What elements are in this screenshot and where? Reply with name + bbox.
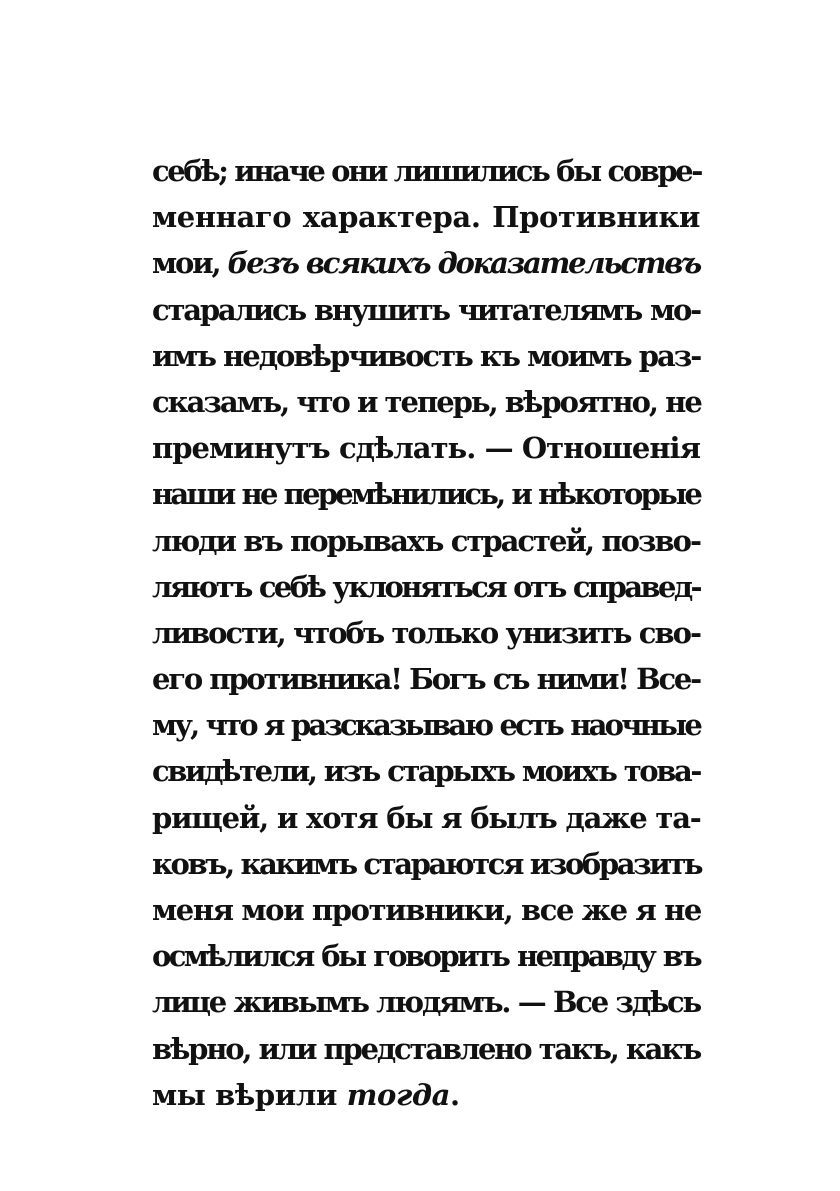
text-segment: лице живымъ людямъ. — Все здѣсь <box>152 985 700 1020</box>
text-line <box>152 979 700 1025</box>
text-line <box>152 656 700 702</box>
text-segment: ливости, чтобъ только унизить сво- <box>152 615 700 650</box>
text-segment: рищей, и хотя бы я былъ даже та- <box>152 800 701 835</box>
italic-text-segment: безъ всякихъ доказательствъ <box>227 246 700 281</box>
text-line <box>152 471 700 517</box>
text-segment: свидѣтели, изъ старыхъ моихъ това- <box>152 754 700 789</box>
text-segment: мы вѣрили <box>152 1077 347 1112</box>
italic-text-segment: тогда <box>346 1077 451 1112</box>
text-line <box>152 148 700 194</box>
text-line <box>152 795 700 841</box>
text-segment: ковъ, какимъ стараются изобразить <box>152 846 702 881</box>
text-segment: сказамъ, что и теперь, вѣроятно, не <box>152 384 701 419</box>
text-line <box>152 841 700 887</box>
text-line <box>152 518 700 564</box>
text-line <box>152 610 700 656</box>
text-segment: . <box>450 1077 460 1112</box>
text-line <box>152 1072 700 1118</box>
text-segment: меннаго характера. Противники <box>152 200 700 235</box>
text-segment: люди въ порывахъ страстей, позво- <box>152 523 700 558</box>
text-line <box>152 287 700 333</box>
text-line <box>152 379 700 425</box>
text-segment: преминутъ сдѣлать. — Отношенія <box>152 431 700 466</box>
text-line <box>152 333 700 379</box>
text-line <box>152 702 700 748</box>
text-line <box>152 1026 700 1072</box>
text-segment: вѣрно, или представлено такъ, какъ <box>152 1031 700 1066</box>
text-segment: ляютъ себѣ уклоняться отъ справед- <box>152 569 700 604</box>
text-line <box>152 425 700 471</box>
text-line <box>152 887 700 933</box>
text-line <box>152 748 700 794</box>
text-segment: себѣ; иначе они лишились бы совре- <box>152 154 701 188</box>
text-segment: его противника! Богъ съ ними! Все- <box>152 662 700 697</box>
body-text <box>152 148 700 1118</box>
text-segment: старались внушить читателямъ мо- <box>152 292 700 327</box>
text-segment: наши не перемѣнились, и нѣкоторые <box>152 477 700 512</box>
text-segment: имъ недовѣрчивость къ моимъ раз- <box>152 338 701 373</box>
text-segment: меня мои противники, все же я не <box>152 893 701 927</box>
text-line <box>152 933 700 979</box>
text-segment: мои, <box>152 246 228 281</box>
text-segment: осмѣлился бы говорить неправду въ <box>152 939 700 974</box>
text-segment: му, что я разсказываю есть наочные <box>152 708 700 743</box>
text-line <box>152 564 700 610</box>
text-line <box>152 194 700 240</box>
text-line <box>152 240 700 286</box>
